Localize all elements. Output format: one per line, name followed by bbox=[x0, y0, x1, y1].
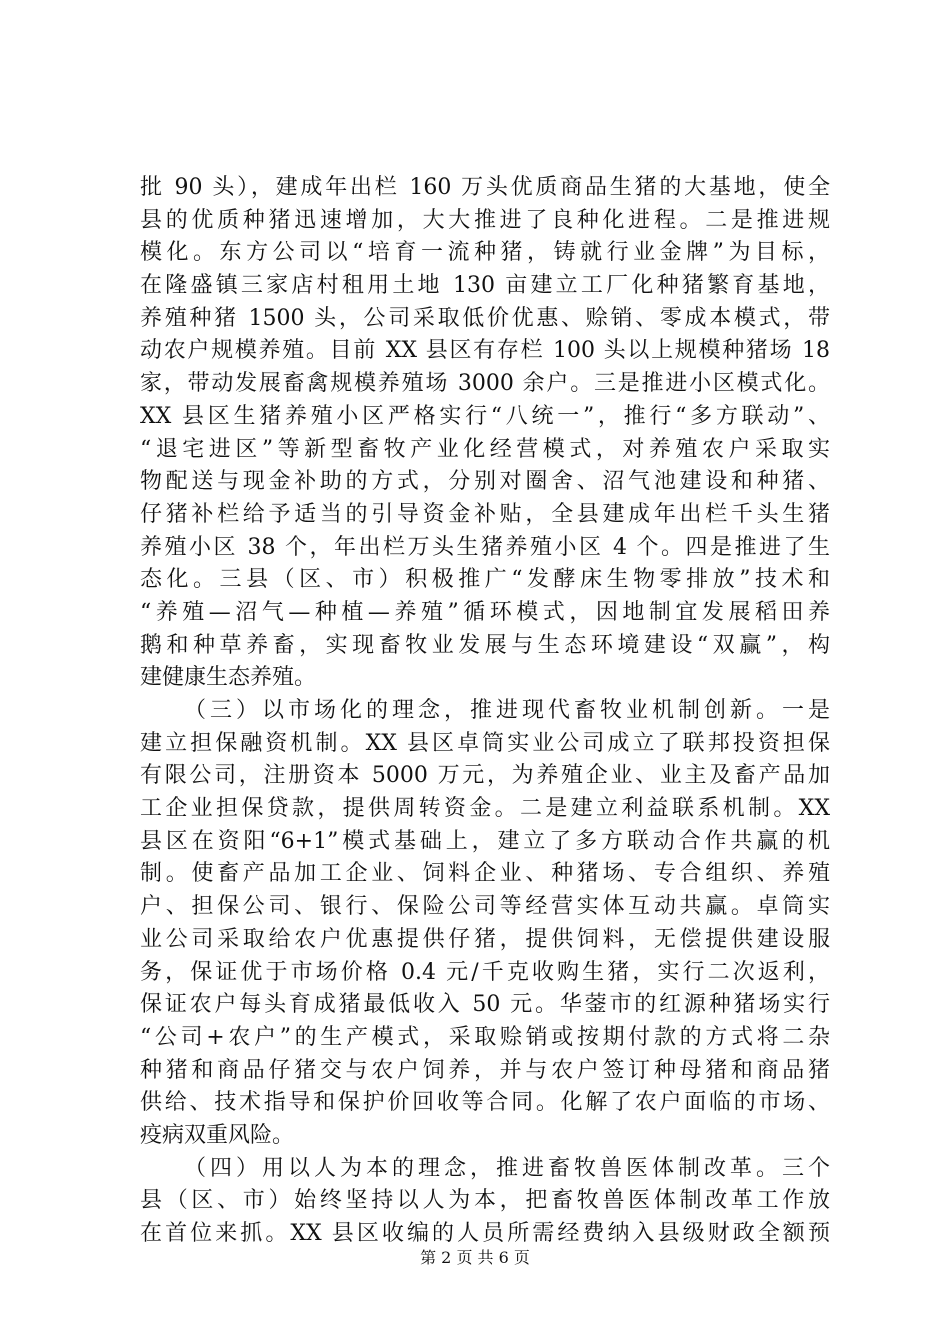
body-line: （三）以市场化的理念，推进现代畜牧业机制创新。一是 bbox=[184, 698, 830, 723]
body-line: “公司+农户”的生产模式，采取赊销或按期付款的方式将二杂 bbox=[140, 1024, 830, 1050]
body-line: 建立担保融资机制。XX 县区卓筒实业公司成立了联邦投资担保 bbox=[140, 730, 830, 756]
body-line: XX 县区生猪养殖小区严格实行“八统一”，推行“多方联动”、 bbox=[140, 403, 830, 429]
body-line: 在隆盛镇三家店村租用土地 130 亩建立工厂化种猪繁育基地， bbox=[140, 273, 830, 299]
body-line: 家，带动发展畜禽规模养殖场 3000 余户。三是推进小区模式化。 bbox=[140, 371, 830, 397]
body-line: 模化。东方公司以“培育一流种猪，铸就行业金牌”为目标， bbox=[140, 240, 830, 266]
page-footer: 第 2 页 共 6 页 bbox=[420, 1248, 530, 1267]
body-line: 鹅和种草养畜，实现畜牧业发展与生态环境建设“双赢”，构 bbox=[140, 632, 830, 658]
body-line: 保证农户每头育成猪最低收入 50 元。华蓥市的红源种猪场实行 bbox=[140, 992, 830, 1018]
body-line: 在首位来抓。XX 县区收编的人员所需经费纳入县级财政全额预 bbox=[140, 1221, 830, 1246]
body-line: 养殖小区 38 个，年出栏万头生猪养殖小区 4 个。四是推进了生 bbox=[140, 534, 830, 560]
body-line: 供给、技术指导和保护价回收等合同。化解了农户面临的市场、 bbox=[140, 1090, 830, 1116]
body-line: 务，保证优于市场价格 0.4 元/千克收购生猪，实行二次返利， bbox=[140, 959, 830, 985]
body-line: 业公司采取给农户优惠提供仔猪，提供饲料，无偿提供建设服 bbox=[140, 926, 830, 952]
body-line: 态化。三县（区、市）积极推广“发酵床生物零排放”技术和 bbox=[140, 567, 830, 593]
body-line: 批 90 头），建成年出栏 160 万头优质商品生猪的大基地，使全 bbox=[140, 175, 830, 200]
body-line: 仔猪补栏给予适当的引导资金补贴，全县建成年出栏千头生猪 bbox=[140, 501, 830, 527]
body-line: “退宅进区”等新型畜牧产业化经营模式，对养殖农户采取实 bbox=[140, 436, 830, 462]
body-line: 建健康生态养殖。 bbox=[140, 665, 317, 691]
body-line: 工企业担保贷款，提供周转资金。二是建立利益联系机制。XX bbox=[140, 796, 830, 822]
body-line: 养殖种猪 1500 头，公司采取低价优惠、赊销、零成本模式，带 bbox=[140, 305, 830, 331]
body-line: 疫病双重风险。 bbox=[140, 1122, 295, 1148]
body-line: 户、担保公司、银行、保险公司等经营实体互动共赢。卓筒实 bbox=[140, 894, 830, 920]
body-line: 种猪和商品仔猪交与农户饲养，并与农户签订种母猪和商品猪 bbox=[140, 1057, 830, 1083]
body-line: 县区在资阳“6+1”模式基础上，建立了多方联动合作共赢的机 bbox=[140, 828, 830, 854]
body-line: “养殖—沼气—种植—养殖”循环模式，因地制宜发展稻田养 bbox=[140, 599, 830, 625]
body-line: 有限公司，注册资本 5000 万元，为养殖企业、业主及畜产品加 bbox=[140, 763, 830, 789]
body-line: （四）用以人为本的理念，推进畜牧兽医体制改革。三个 bbox=[184, 1155, 830, 1181]
body-line: 县的优质种猪迅速增加，大大推进了良种化进程。二是推进规 bbox=[140, 207, 830, 233]
body-line: 动农户规模养殖。目前 XX 县区有存栏 100 头以上规模种猪场 18 bbox=[140, 338, 830, 364]
body-line: 制。使畜产品加工企业、饲料企业、种猪场、专合组织、养殖 bbox=[140, 861, 830, 887]
body-line: 物配送与现金补助的方式，分别对圈舍、沼气池建设和种猪、 bbox=[140, 469, 830, 495]
document-body bbox=[140, 172, 830, 1251]
body-line: 县（区、市）始终坚持以人为本，把畜牧兽医体制改革工作放 bbox=[140, 1188, 830, 1214]
